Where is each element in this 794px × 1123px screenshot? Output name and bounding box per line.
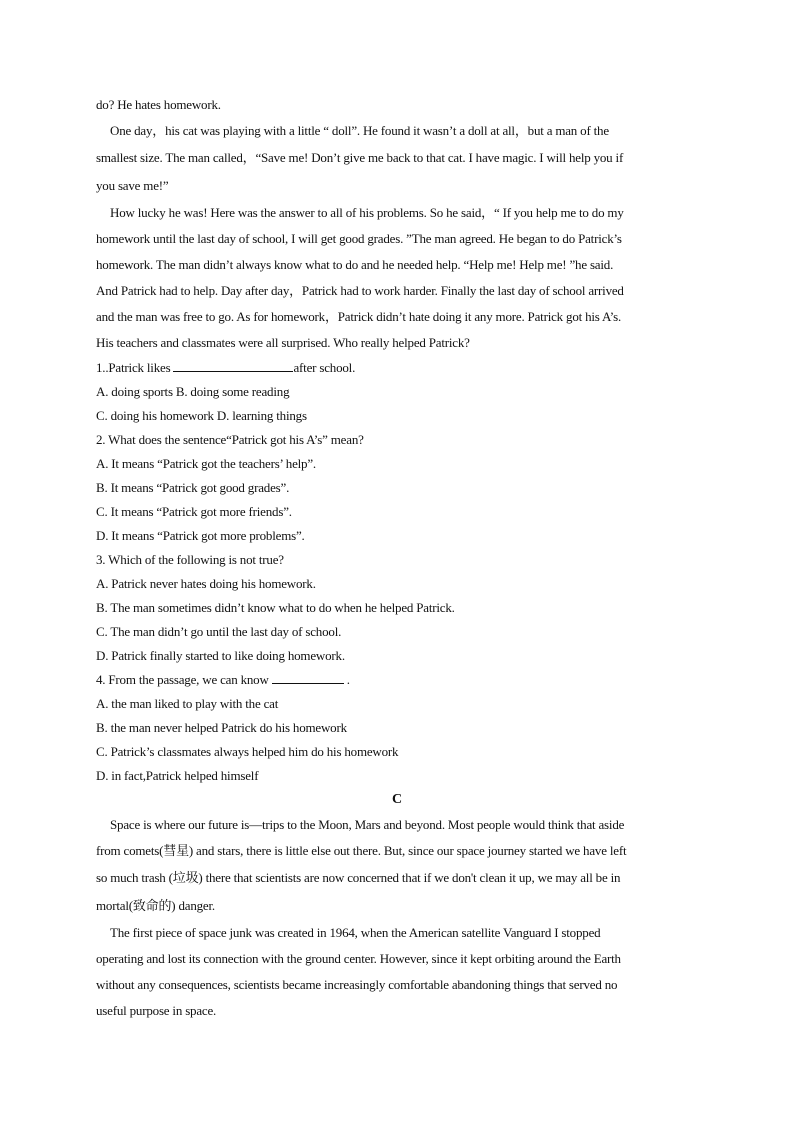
option: C. The man didn’t go until the last day of school. [96,624,342,639]
question-1: 1..Patrick likes after school. [96,360,356,375]
passage-line: And Patrick had to help. Day after day，Patrick had to work harder. Finally the last day of school arrived [96,283,624,298]
passage-line: homework until the last day of school, I will get good grades. ”The man agreed. He began to do Patrick’s [96,231,622,246]
option: C. It means “Patrick got more friends”. [96,504,292,519]
passage-line: operating and lost its connection with the ground center. However, since it kept orbiting around the Earth [96,951,621,966]
option: B. the man never helped Patrick do his homework [96,720,347,735]
document-page [96,92,698,1024]
passage-line: and the man was free to go. As for homework，Patrick didn’t hate doing it any more. Patrick got his A’s. [96,309,622,324]
option: D. in fact,Patrick helped himself [96,768,259,783]
passage-line: One day，his cat was playing with a little “ doll”. He found it wasn’t a doll at all，but a man of the [110,123,609,138]
option: C. Patrick’s classmates always helped him do his homework [96,744,399,759]
passage-line: useful purpose in space. [96,1003,217,1018]
question-4: 4. From the passage, we can know . [96,672,350,687]
option: A. It means “Patrick got the teachers’ help”. [96,456,316,471]
passage-line: so much trash (垃圾) there that scientists are now concerned that if we don't clean it up, we may all be in [96,870,621,885]
option: B. The man sometimes didn’t know what to do when he helped Patrick. [96,600,455,615]
questions [96,356,698,788]
question-3: 3. Which of the following is not true? [96,552,284,567]
question-2: 2. What does the sentence“Patrick got his A’s” mean? [96,432,364,447]
section-heading: C [392,792,402,807]
option: A. the man liked to play with the cat [96,696,279,711]
option: A. Patrick never hates doing his homework. [96,576,316,591]
passage-line: The first piece of space junk was created in 1964, when the American satellite Vanguard I stopped [110,925,601,940]
answer-blank [272,671,344,684]
passage-line: His teachers and classmates were all surprised. Who really helped Patrick? [96,335,470,350]
passage-line: Space is where our future is—trips to the Moon, Mars and beyond. Most people would think that aside [110,817,625,832]
passage-c [96,812,698,1024]
passage-line: smallest size. The man called，“Save me! Don’t give me back to that cat. I have magic. I will help you if [96,150,624,165]
option: B. It means “Patrick got good grades”. [96,480,290,495]
passage-b [96,92,698,356]
passage-line: mortal(致命的) danger. [96,898,215,913]
passage-line: from comets(彗星) and stars, there is little else out there. But, since our space journey started we have left [96,843,627,858]
option: C. doing his homework D. learning things [96,408,307,423]
answer-blank [173,359,293,372]
passage-line: you save me!” [96,178,169,193]
option: D. Patrick finally started to like doing homework. [96,648,345,663]
passage-line: homework. The man didn’t always know what to do and he needed help. “Help me! Help me! ”he said. [96,257,614,272]
passage-line: do? He hates homework. [96,97,221,112]
option: D. It means “Patrick got more problems”. [96,528,305,543]
option: A. doing sports B. doing some reading [96,384,290,399]
passage-line: without any consequences, scientists became increasingly comfortable abandoning things that served no [96,977,618,992]
passage-line: How lucky he was! Here was the answer to all of his problems. So he said，“ If you help me to do my [110,205,624,220]
